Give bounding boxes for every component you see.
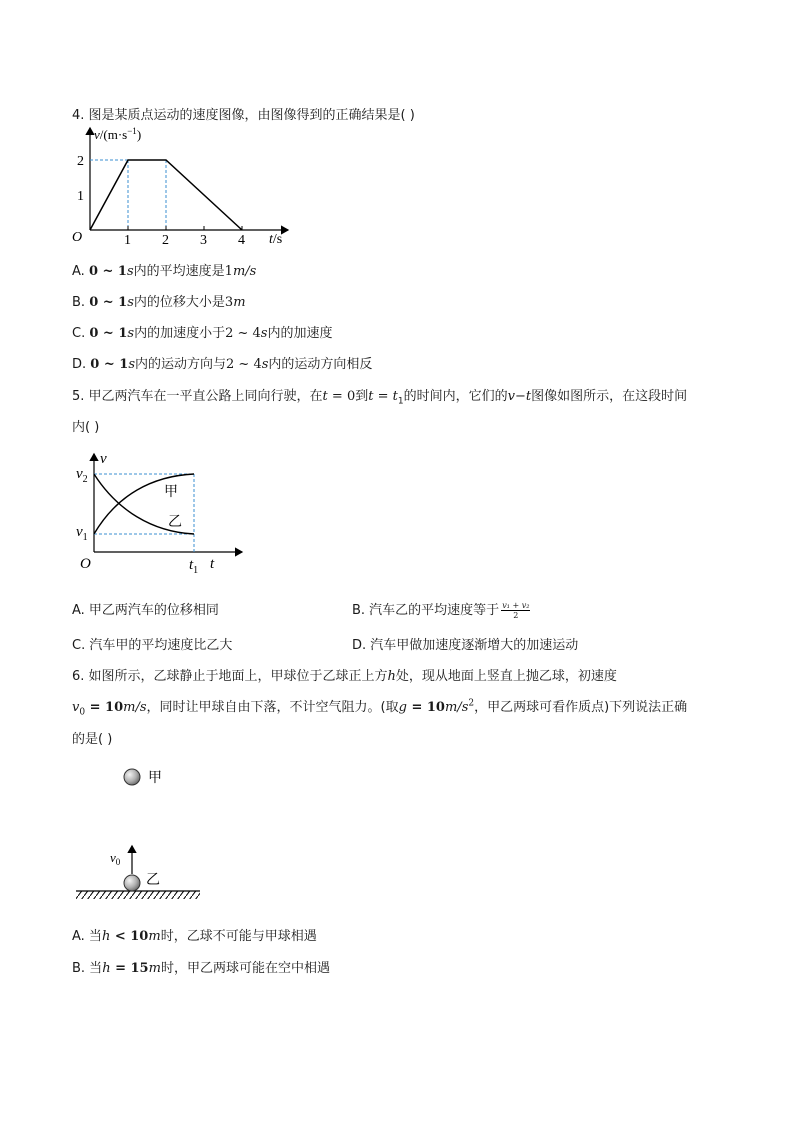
q4-xtick-label: 3	[200, 233, 207, 248]
q6-option-b[interactable]: B. 当h = 15m时，甲乙两球可能在空中相遇	[72, 961, 330, 976]
q5-option-b[interactable]: B. 汽车乙的平均速度等于 $\frac{\text{v₁ + v₂}}{2}$	[352, 601, 530, 620]
v0-label: $v_0$	[110, 850, 121, 867]
q5-origin-label: O	[80, 556, 91, 572]
q5-fraction: $\frac{\text{v₁ + v₂}}{2}$	[502, 601, 530, 620]
q4-ytick-label: 1	[77, 189, 84, 204]
q5-stem-line1: 5. 甲乙两汽车在一平直公路上同向行驶，在t = 0到$t = t_1$的时间内，它们的v−t图像如图所示，在这段时间	[72, 389, 688, 407]
q4-xtick-label: 2	[162, 233, 169, 248]
q5-option-a[interactable]: A. 甲乙两汽车的位移相同	[72, 603, 219, 618]
q4-ytick-label: 2	[77, 154, 84, 169]
q5-jia-label: 甲	[164, 484, 178, 500]
ground-hatch	[76, 891, 200, 899]
q4-option-d[interactable]: D. 0 ~ 1s内的运动方向与2 ~ 4s内的运动方向相反	[72, 357, 373, 372]
q5-t-label: t	[210, 556, 215, 572]
q4-stem: 4. 图是某质点运动的速度图像，由图像得到的正确结果是( )	[72, 108, 415, 123]
q4-xtick-label: 4	[238, 233, 245, 248]
q5-t1-label: $t_1$	[189, 557, 199, 576]
q5-option-d[interactable]: D. 汽车甲做加速度逐渐增大的加速运动	[352, 638, 579, 653]
ball-yi	[124, 875, 140, 891]
q6-figure	[72, 760, 212, 910]
q4-origin-label: O	[72, 230, 83, 245]
q6-stem-line3: 的是( )	[72, 732, 113, 747]
q5-ylabel: v	[100, 451, 107, 467]
q5-v1-label: $v_1$	[76, 524, 88, 543]
label-jia: 甲	[148, 770, 162, 786]
q4-option-b[interactable]: B. 0 ~ 1s内的位移大小是3m	[72, 295, 246, 310]
q5-option-c[interactable]: C. 汽车甲的平均速度比乙大	[72, 638, 233, 653]
q6-option-a[interactable]: A. 当h < 10m时，乙球不可能与甲球相遇	[72, 929, 317, 944]
q4-xlabel: t/s	[269, 232, 283, 247]
q4-xtick-label: 1	[124, 233, 131, 248]
q5-stem-line2: 内( )	[72, 420, 100, 435]
q4-velocity-graph	[66, 124, 296, 254]
q4-option-c[interactable]: C. 0 ~ 1s内的加速度小于2 ~ 4s内的加速度	[72, 326, 333, 341]
q4-option-a[interactable]: A. 0 ~ 1s内的平均速度是1m/s	[72, 264, 257, 279]
q5-vt-graph	[72, 450, 252, 578]
q6-stem-line2: $v_0 = 10m/s$，同时让甲球自由下落，不计空气阻力。(取$g = 10m/s^2$，甲乙两球可看作质点)下列说法正确	[72, 698, 688, 718]
q6-stem-line1: 6. 如图所示，乙球静止于地面上，甲球位于乙球正上方h处，现从地面上竖直上抛乙球，初速度	[72, 669, 617, 684]
q5-yi-label: 乙	[168, 514, 182, 530]
label-yi: 乙	[146, 872, 160, 888]
ball-jia	[124, 769, 140, 785]
q5-v2-label: $v_2$	[76, 466, 88, 485]
q4-ylabel: $v/(m\cdot s^{-1})$	[94, 126, 142, 142]
